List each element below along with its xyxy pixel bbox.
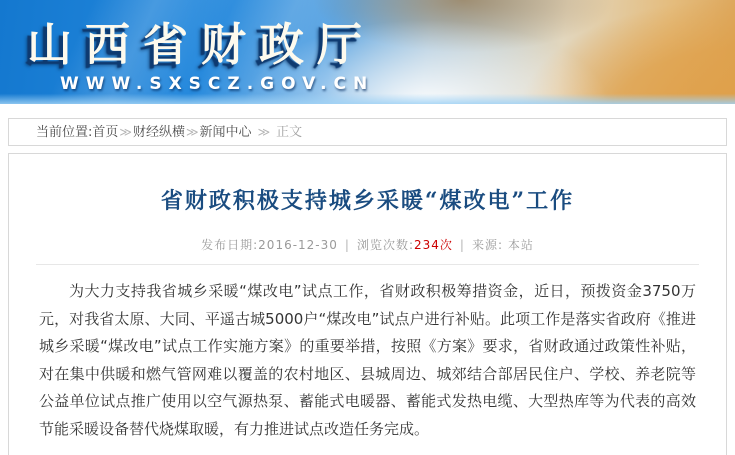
breadcrumb-current: 正文 bbox=[276, 125, 303, 140]
article-body: 为大力支持我省城乡采暖“煤改电”试点工作，省财政积极筹措资金，近日，预拨资金3750万元，对我省太原、大同、平遥古城5000户“煤改电”试点户进行补贴。此项工作是落实省政府《推进城乡采暖“煤改电”试点工作实施方案》的重要举措，按照《方案》要求，省财政通过政策性补贴，对在集中供暖和燃气管网难以覆盖的农村地区、县城周边、城郊结合部居民住户、学校、养老院等公益单位试点推广使用以空气源热泵、蓄能式电暖器、蓄能式发热电缆、大型热库等为代表的高效节能采暖设备替代烧煤取暖，有力推进试点改造任务完成。 bbox=[39, 282, 696, 438]
source-value: 本站 bbox=[507, 238, 534, 252]
article-container bbox=[8, 153, 727, 455]
breadcrumb-link-news[interactable]: 新闻中心 bbox=[199, 125, 252, 140]
article-title: 省财政积极支持城乡采暖“煤改电”工作 bbox=[160, 188, 575, 214]
site-banner bbox=[0, 0, 735, 104]
meta-divider: | bbox=[344, 238, 350, 252]
source-label: 来源: bbox=[471, 238, 504, 252]
publish-date-value: 2016-12-30 bbox=[258, 238, 338, 252]
site-url: WWW.SXSCZ.GOV.CN bbox=[60, 74, 375, 94]
chevron-right-icon: ≫ bbox=[185, 125, 199, 139]
publish-date-label: 发布日期: bbox=[201, 238, 259, 252]
chevron-right-icon: ≫ bbox=[119, 125, 132, 139]
breadcrumb bbox=[8, 118, 727, 146]
breadcrumb-label: 当前位置: bbox=[36, 125, 93, 140]
chevron-right-icon: ≫ bbox=[257, 125, 271, 139]
views-count: 234次 bbox=[414, 238, 453, 252]
breadcrumb-link-finance[interactable]: 财经纵横 bbox=[132, 125, 185, 140]
site-name: 山西省财政厅 bbox=[27, 18, 376, 71]
article-meta bbox=[36, 236, 699, 265]
views-label: 浏览次数: bbox=[356, 238, 415, 252]
meta-divider: | bbox=[459, 238, 465, 252]
breadcrumb-link-home[interactable]: 首页 bbox=[92, 125, 119, 140]
